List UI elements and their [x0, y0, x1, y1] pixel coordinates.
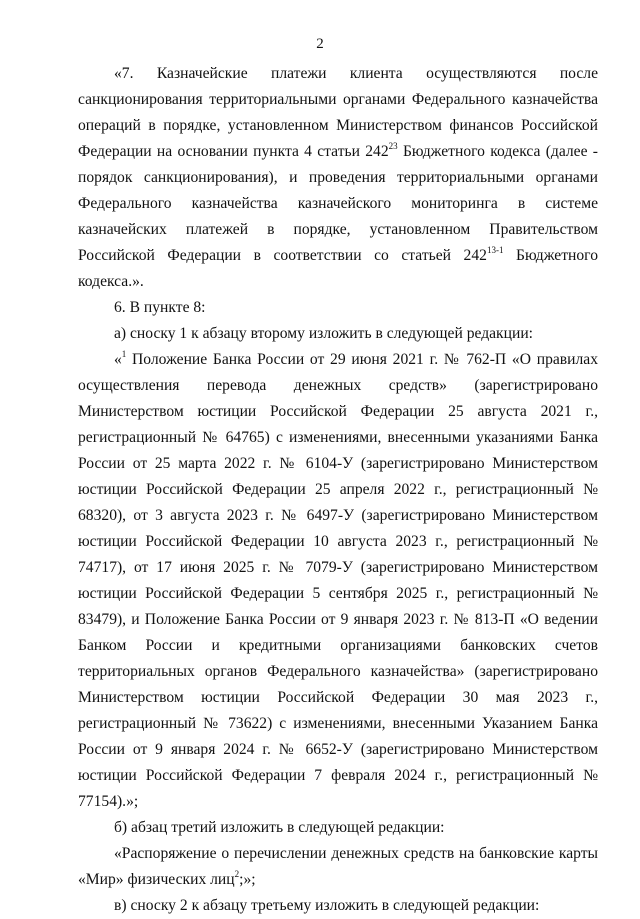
superscript: 23 [388, 140, 398, 151]
paragraph-item-7 [78, 61, 598, 295]
paragraph-text: в) сноску 2 к абзацу третьему изложить в следующей редакции: [114, 897, 540, 914]
paragraph-text: ;»; [239, 871, 256, 888]
paragraph-text: Бюджетного кодекса.». [78, 247, 598, 290]
paragraph-text: б) абзац третий изложить в следующей редакции: [114, 819, 445, 836]
page-number: 2 [316, 36, 324, 52]
superscript: 1 [121, 348, 127, 359]
superscript: 13-1 [486, 244, 504, 255]
paragraph-text: «Распоряжение о перечислении денежных средств на банковские карты «Мир» физических лиц [78, 845, 598, 888]
paragraph-text: 6. В пункте 8: [114, 299, 206, 316]
paragraph-footnote-1 [78, 347, 598, 815]
paragraph-text: «7. Казначейские платежи клиента осуществляются после санкционирования территориальными органами Федерального казначейства операций в порядке, установленном Министерством финансов Российской Федерации на основании пункта 4 статьи 242 [78, 65, 598, 160]
superscript: 2 [234, 868, 240, 879]
paragraph-subpoint-v [78, 893, 598, 919]
paragraph-order-text [78, 841, 598, 893]
paragraph-subpoint-a [78, 321, 598, 347]
paragraph-text: Положение Банка России от 29 июня 2021 г. № 762-П «О правилах осуществления перевода денежных средств» (зарегистрировано Министерством юстиции Российской Федерации 25 августа 2021 г., регистрационный № 64765) с изменениями, внесенными указаниями Банка России от 25 марта 2022 г. № 6104-У (зарегистрировано Министерством юстиции Российской Федерации 25 апреля 2022 г., регистрационный № 68320), от 3 августа 2023 г. № 6497-У (зарегистрировано Министерством юстиции Российской Федерации 10 августа 2023 г., регистрационный № 74717), от 17 июня 2025 г. № 7079-У (зарегистрировано Министерством юстиции Российской Федерации 5 сентября 2025 г., регистрационный № 83479), и Положение Банка России от 9 января 2023 г. № 813-П «О ведении Банком России и кредитными организациями банковских счетов территориальных органов Федерального казначейства» (зарегистрировано Министерством юстиции Российской Федерации 30 мая 2023 г., регистрационный № 73622) с изменениями, внесенными Указанием Банка России от 9 января 2024 г. № 6652-У (зарегистрировано Министерством юстиции Российской Федерации 7 февраля 2024 г., регистрационный № 77154).»; [78, 351, 598, 810]
paragraph-point-6 [78, 295, 598, 321]
paragraph-text: Бюджетного кодекса (далее - порядок санкционирования), и проведения территориальными органами Федерального казначейства казначейского мониторинга в системе казначейских платежей в порядке, установленном Правительством Российской Федерации в соответствии со статьей 242 [78, 143, 598, 264]
paragraph-text: а) сноску 1 к абзацу второму изложить в следующей редакции: [114, 325, 534, 342]
paragraph-text: « [114, 351, 122, 368]
document-body [78, 61, 598, 919]
paragraph-subpoint-b [78, 815, 598, 841]
